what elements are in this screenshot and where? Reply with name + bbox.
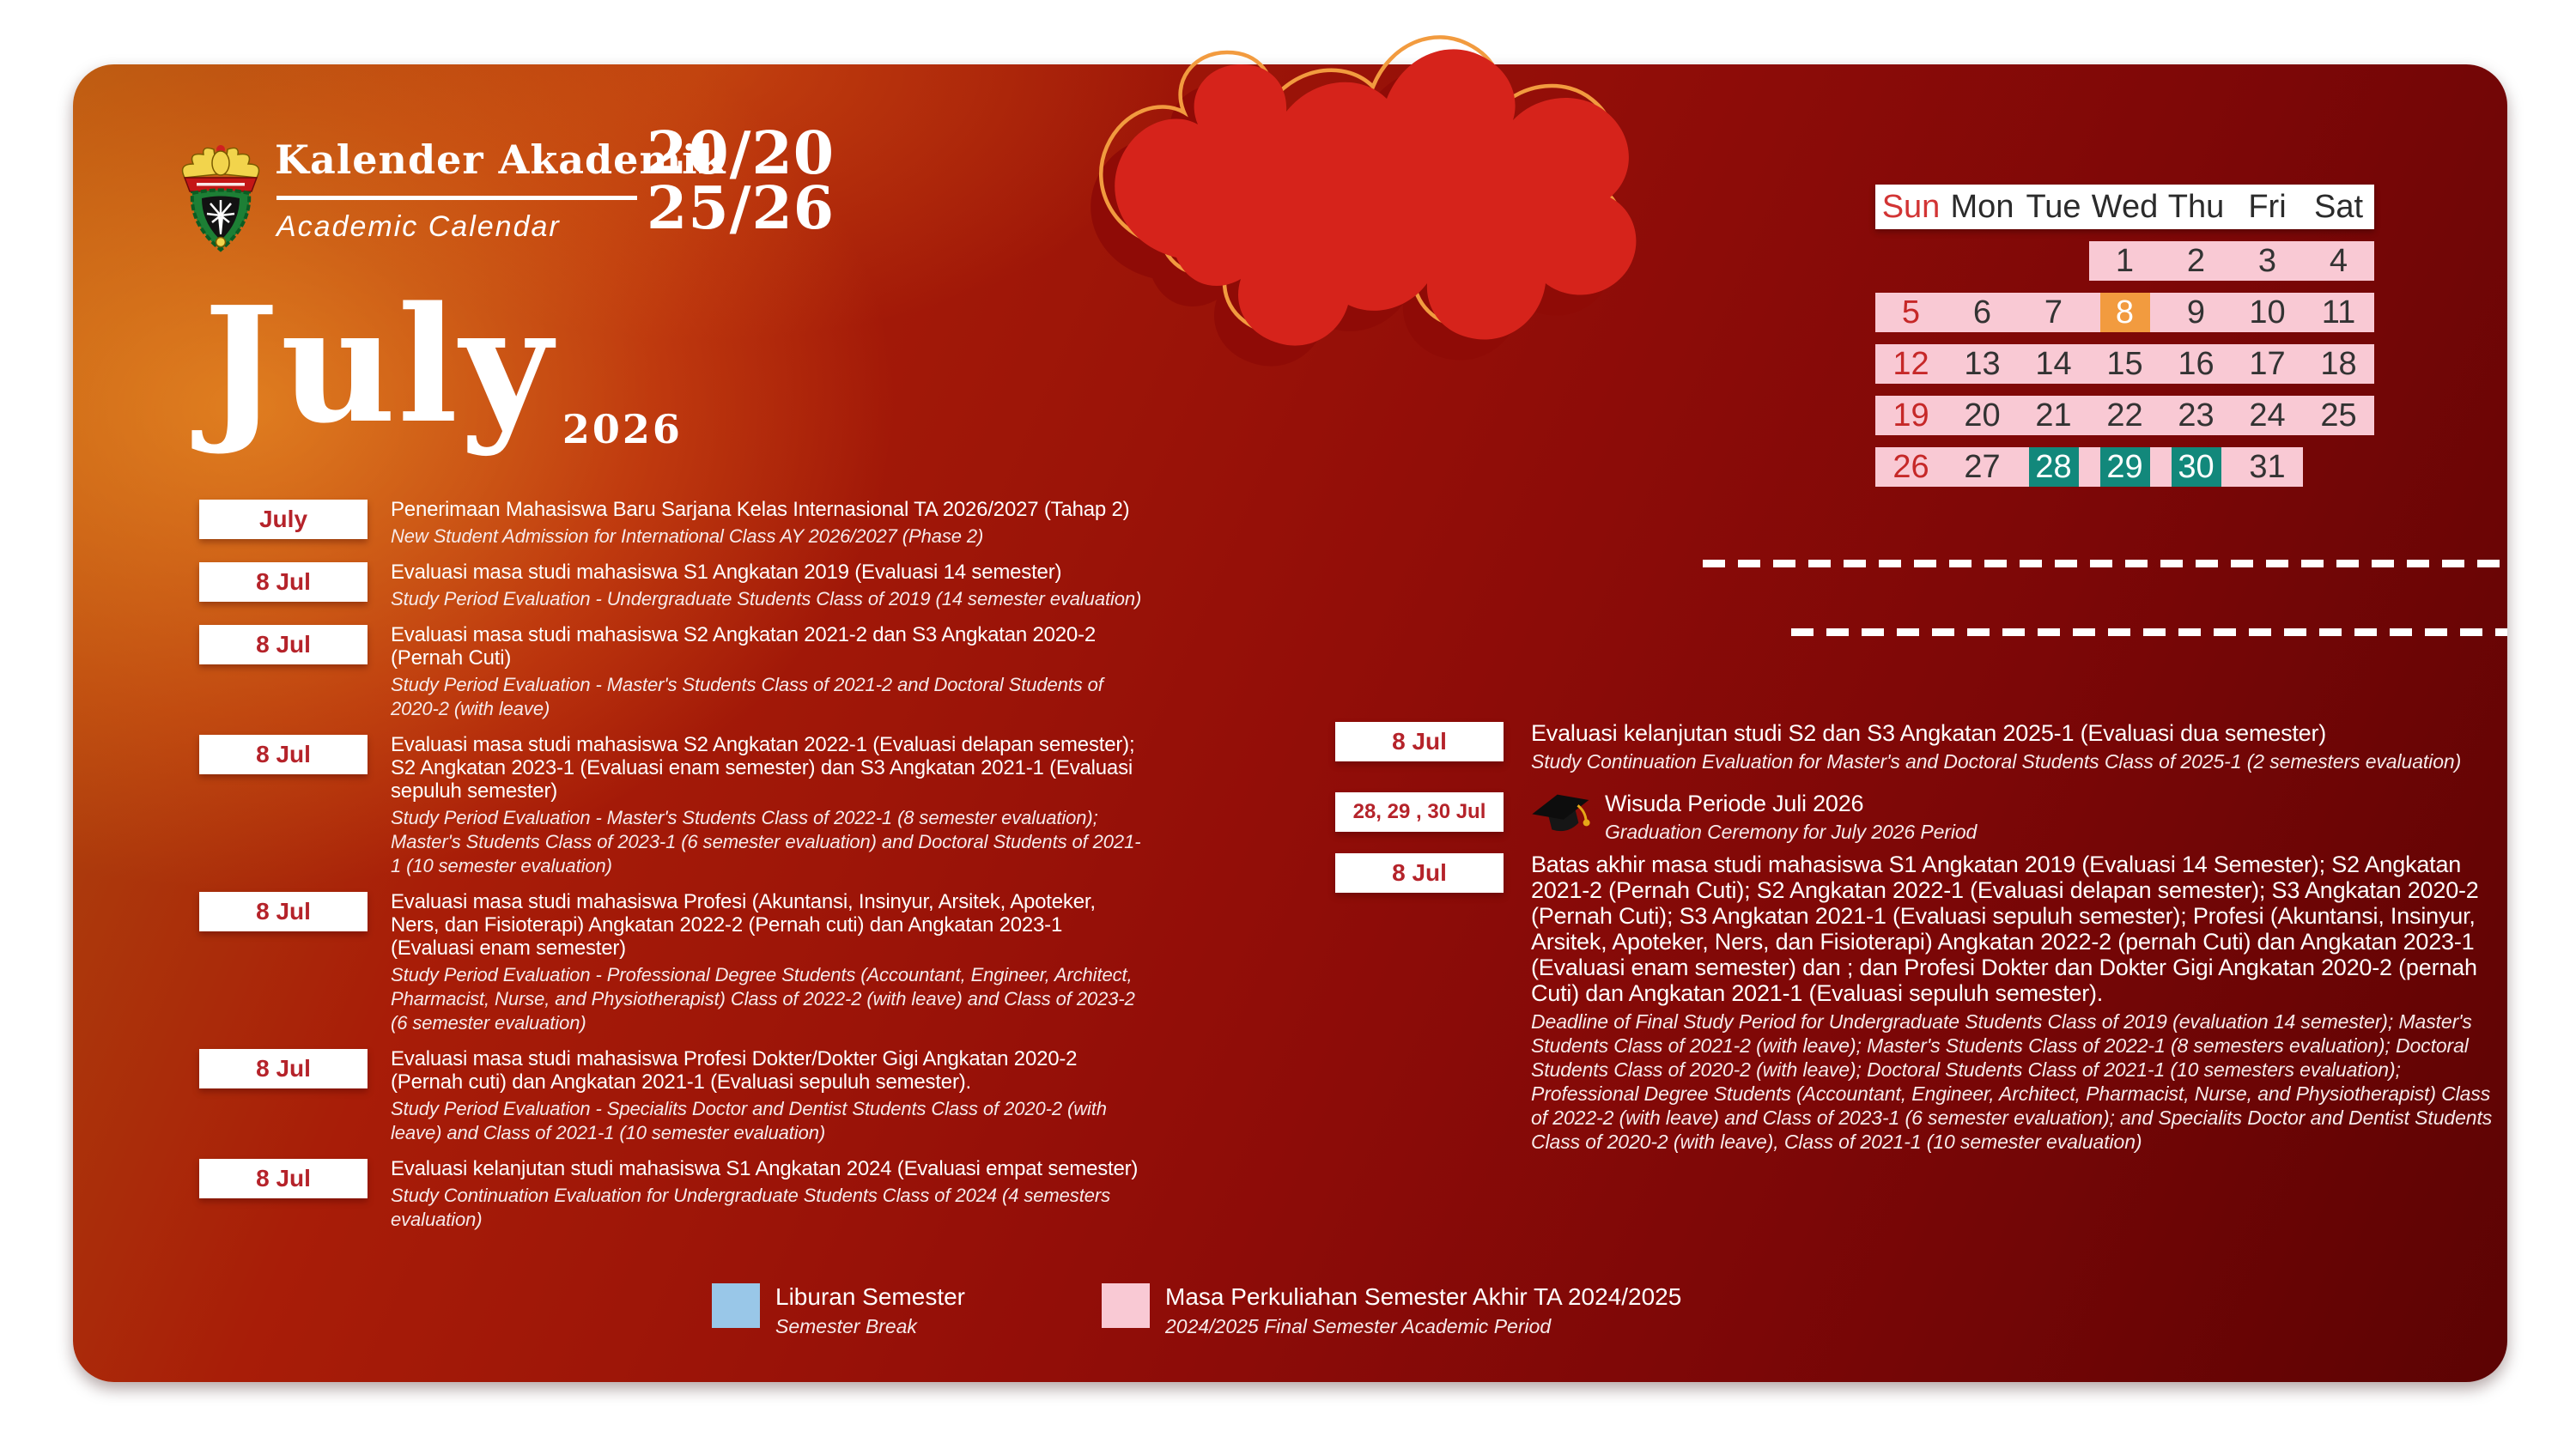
university-logo xyxy=(178,143,264,255)
event-date: 8 Jul xyxy=(256,1165,311,1191)
day-cell-11 xyxy=(2303,293,2374,332)
day-cell-18 xyxy=(2303,344,2374,384)
event-subtitle-english: Deadline of Final Study Period for Undergraduate Students Class of 2019 (evaluation 14 semester); Master's Students Class of 2021-2 (with leave); Master's Students Class of 2022-1 (8 semesters evaluation); Doctoral Students Class of 2020-2 (with leave); Doctoral Students Class of 2021-1 (10 semesters evaluation); Professional Degree Students (Accountant, Engineer, Architect, Pharmacist, Nurse, and Physiotherapist) Class of 2022-2 (with leave) and Class of 2023-1 (6 semester evaluation); and Specialits Doctor and Dentist Students Class of 2020-2 (with leave), Class of 2021-1 (10 semester evaluation) xyxy=(1531,1010,2493,1153)
legend-label-english: Semester Break xyxy=(775,1315,917,1337)
day-cell-9 xyxy=(2160,293,2232,332)
event-date-badge xyxy=(199,892,368,931)
day-number: 5 xyxy=(1901,294,1921,330)
day-number: 24 xyxy=(2249,397,2286,433)
title-underline xyxy=(276,196,637,200)
day-cell-20 xyxy=(1947,396,2018,435)
legend-item xyxy=(712,1283,965,1338)
event-date-badge xyxy=(199,500,368,539)
day-number: 17 xyxy=(2249,346,2286,382)
event-title-indonesian: Evaluasi masa studi mahasiswa Profesi Dokter/Dokter Gigi Angkatan 2020-2 (Pernah cuti) dan Angkatan 2021-1 (Evaluasi sepuluh semester). xyxy=(391,1047,1078,1094)
event-subtitle-english: Study Continuation Evaluation for Undergraduate Students Class of 2024 (4 semesters evaluation) xyxy=(391,1185,1110,1230)
day-cell-28 xyxy=(2018,447,2089,487)
day-cell-2 xyxy=(2160,241,2232,281)
event-item xyxy=(199,561,1350,611)
dow-thu: Thu xyxy=(2167,188,2225,225)
legend-label-indonesian: Liburan Semester xyxy=(775,1283,966,1310)
calendar-week-row xyxy=(1875,447,2374,487)
day-number: 8 xyxy=(2100,293,2150,332)
day-number: 9 xyxy=(2186,294,2206,330)
legend-swatch xyxy=(712,1283,760,1328)
event-subtitle-english: Study Period Evaluation - Specialits Doctor and Dentist Students Class of 2020-2 (with leave) and Class of 2021-1 (10 semester evaluation) xyxy=(391,1098,1107,1143)
day-number: 6 xyxy=(1972,294,1992,330)
event-item xyxy=(199,1157,1350,1232)
event-date: 8 Jul xyxy=(256,631,311,658)
event-subtitle-english: Study Period Evaluation - Master's Students Class of 2021-2 and Doctoral Students of 2020-2 (with leave) xyxy=(391,674,1103,719)
day-cell-3 xyxy=(2232,241,2303,281)
events-left xyxy=(199,498,1350,1244)
academic-year-line2: 25/26 xyxy=(647,174,835,243)
event-subtitle-english: Study Period Evaluation - Master's Students Class of 2022-1 (8 semester evaluation); Master's Students Class of 2023-1 (6 semester evaluation) and Doctoral Students of 2021-1 (10 semester evaluation) xyxy=(391,807,1141,876)
event-subtitle-english: Graduation Ceremony for July 2026 Period xyxy=(1605,821,1978,843)
event-body xyxy=(391,498,1146,549)
event-item xyxy=(1335,852,2507,1154)
day-cell-12 xyxy=(1875,344,1947,384)
day-cell-7 xyxy=(2018,293,2089,332)
day-number: 30 xyxy=(2172,447,2221,487)
day-number: 31 xyxy=(2249,449,2286,485)
day-number: 22 xyxy=(2106,397,2143,433)
legend-label-english: 2024/2025 Final Semester Academic Period xyxy=(1165,1315,1552,1337)
event-date: 28, 29 , 30 Jul xyxy=(1352,800,1486,823)
dashed-line-top xyxy=(1703,560,2507,567)
dow-tue: Tue xyxy=(2026,188,2081,225)
legend-label-indonesian: Masa Perkuliahan Semester Akhir TA 2024/2025 xyxy=(1165,1283,1682,1310)
dow-wed: Wed xyxy=(2091,188,2159,225)
event-item xyxy=(199,1047,1350,1145)
logo-base-ornament xyxy=(216,238,226,247)
day-cell-29 xyxy=(2089,447,2160,487)
day-cell-8 xyxy=(2089,293,2160,332)
day-number: 14 xyxy=(2035,346,2072,382)
event-title-indonesian: Evaluasi masa studi mahasiswa Profesi (Akuntansi, Insinyur, Arsitek, Apoteker, Ners, dan Fisioterapi) Angkatan 2022-2 (Pernah cuti) dan Angkatan 2023-1 (Evaluasi enam semester) xyxy=(391,890,1096,960)
day-number: 1 xyxy=(2115,243,2135,279)
day-number: 21 xyxy=(2035,397,2072,433)
event-title-indonesian: Evaluasi masa studi mahasiswa S2 Angkatan 2022-1 (Evaluasi delapan semester); S2 Angkatan 2023-1 (Evaluasi enam semester) dan S3 Angkatan 2021-1 (Evaluasi sepuluh semester) xyxy=(391,733,1135,803)
calendar-week-row xyxy=(1875,293,2374,332)
day-number: 29 xyxy=(2100,447,2150,487)
day-cell-empty xyxy=(1875,241,1947,281)
poster-subtitle: Academic Calendar xyxy=(276,210,561,243)
day-cell-21 xyxy=(2018,396,2089,435)
day-number: 3 xyxy=(2257,243,2277,279)
day-number: 10 xyxy=(2249,294,2286,330)
poster-title: Kalender Akademik xyxy=(275,136,726,183)
event-item xyxy=(1335,720,2507,773)
legend-text xyxy=(1165,1283,1681,1338)
day-cell-23 xyxy=(2160,396,2232,435)
event-date: 8 Jul xyxy=(1392,728,1447,755)
calendar-week-row xyxy=(1875,396,2374,435)
event-date-badge xyxy=(1335,792,1504,832)
event-title-indonesian: Wisuda Periode Juli 2026 xyxy=(1605,791,1864,816)
day-cell-4 xyxy=(2303,241,2374,281)
day-number: 20 xyxy=(1964,397,2001,433)
day-number: 27 xyxy=(1964,449,2001,485)
day-cell-19 xyxy=(1875,396,1947,435)
day-number: 16 xyxy=(2178,346,2215,382)
logo-ribbon-text xyxy=(197,183,245,186)
event-body xyxy=(391,1047,1146,1145)
legend-item xyxy=(1102,1283,1681,1338)
event-title-indonesian: Evaluasi masa studi mahasiswa S2 Angkatan 2021-2 dan S3 Angkatan 2020-2 (Pernah Cuti) xyxy=(391,623,1097,670)
day-number: 12 xyxy=(1893,346,1929,382)
calendar-dow-row xyxy=(1875,185,2374,229)
event-subtitle-english: Study Period Evaluation - Professional Degree Students (Accountant, Engineer, Architect, Pharmacist, Nurse, and Physiotherapist) Class of 2022-2 (with leave) and Class of 2023-2 (6 semester evaluation) xyxy=(391,964,1135,1034)
academic-year xyxy=(647,119,835,243)
event-date: 8 Jul xyxy=(256,568,311,595)
month-year: 2026 xyxy=(562,406,683,452)
legend-text xyxy=(775,1283,965,1338)
event-date: 8 Jul xyxy=(256,1055,311,1082)
day-number: 13 xyxy=(1964,346,2001,382)
calendar-week-row xyxy=(1875,241,2374,281)
dow-mon: Mon xyxy=(1950,188,2014,225)
event-date-badge xyxy=(1335,722,1504,761)
event-date-badge xyxy=(199,1049,368,1088)
day-number: 15 xyxy=(2106,346,2143,382)
event-title-indonesian: Evaluasi kelanjutan studi mahasiswa S1 Angkatan 2024 (Evaluasi empat semester) xyxy=(391,1157,1139,1180)
day-cell-24 xyxy=(2232,396,2303,435)
day-cell-6 xyxy=(1947,293,2018,332)
event-title-indonesian: Evaluasi masa studi mahasiswa S1 Angkatan 2019 (Evaluasi 14 semester) xyxy=(391,561,1062,584)
event-icon-slot xyxy=(1531,791,1593,845)
event-item xyxy=(199,733,1350,878)
dashed-line-bottom xyxy=(1791,628,2507,636)
event-item xyxy=(199,498,1350,549)
day-cell-empty xyxy=(2303,447,2374,487)
day-cell-16 xyxy=(2160,344,2232,384)
event-body xyxy=(1531,720,2501,773)
dow-sat: Sat xyxy=(2313,188,2364,225)
event-date: 8 Jul xyxy=(256,741,311,767)
day-number: 25 xyxy=(2320,397,2357,433)
day-cell-14 xyxy=(2018,344,2089,384)
logo-rooster xyxy=(212,151,229,175)
events-right xyxy=(1335,720,2507,1171)
calendar-grid xyxy=(1875,241,2374,487)
event-item xyxy=(1335,791,2507,845)
day-cell-empty xyxy=(1947,241,2018,281)
dow-sun: Sun xyxy=(1881,188,1941,225)
event-date: 8 Jul xyxy=(256,898,311,925)
event-body xyxy=(391,1157,1146,1232)
day-number: 19 xyxy=(1893,397,1929,433)
event-subtitle-english: New Student Admission for International Class AY 2026/2027 (Phase 2) xyxy=(391,525,984,547)
event-body xyxy=(1605,791,2507,844)
day-number: 18 xyxy=(2320,346,2357,382)
day-number: 28 xyxy=(2029,447,2079,487)
graduation-cap-icon xyxy=(1531,791,1593,840)
day-number: 26 xyxy=(1893,449,1929,485)
day-cell-10 xyxy=(2232,293,2303,332)
event-date: 8 Jul xyxy=(1392,859,1447,886)
day-number: 11 xyxy=(2321,294,2356,330)
day-cell-26 xyxy=(1875,447,1947,487)
day-cell-1 xyxy=(2089,241,2160,281)
event-date: July xyxy=(258,506,308,532)
day-number: 23 xyxy=(2178,397,2215,433)
day-cell-15 xyxy=(2089,344,2160,384)
day-number: 7 xyxy=(2044,294,2063,330)
event-title-indonesian: Penerimaan Mahasiswa Baru Sarjana Kelas Internasional TA 2026/2027 (Tahap 2) xyxy=(391,498,1130,521)
event-item xyxy=(199,623,1350,721)
day-cell-31 xyxy=(2232,447,2303,487)
calendar-card xyxy=(73,64,2507,1382)
day-cell-13 xyxy=(1947,344,2018,384)
calendar-week-row xyxy=(1875,344,2374,384)
month-heading xyxy=(204,271,683,458)
event-body xyxy=(391,733,1146,878)
day-cell-27 xyxy=(1947,447,2018,487)
academic-year-line1: 20/20 xyxy=(647,119,835,188)
event-body xyxy=(391,561,1146,611)
event-item xyxy=(199,890,1350,1035)
mini-calendar xyxy=(1875,185,2374,487)
day-number: 2 xyxy=(2186,243,2206,279)
day-cell-17 xyxy=(2232,344,2303,384)
event-date-badge xyxy=(199,1159,368,1198)
event-date-badge xyxy=(1335,853,1504,893)
event-date-badge xyxy=(199,625,368,664)
event-subtitle-english: Study Period Evaluation - Undergraduate Students Class of 2019 (14 semester evaluation) xyxy=(391,588,1142,609)
event-body xyxy=(1531,852,2501,1154)
event-body xyxy=(391,623,1146,721)
day-cell-25 xyxy=(2303,396,2374,435)
month-name: July xyxy=(204,271,554,458)
day-cell-5 xyxy=(1875,293,1947,332)
event-date-badge xyxy=(199,735,368,774)
day-cell-30 xyxy=(2160,447,2232,487)
event-body xyxy=(391,890,1146,1035)
legend-swatch xyxy=(1102,1283,1150,1328)
event-title-indonesian: Batas akhir masa studi mahasiswa S1 Angkatan 2019 (Evaluasi 14 Semester); S2 Angkatan 2021-2 (Pernah Cuti); S2 Angkatan 2022-1 (Evaluasi delapan semester); S3 Angkatan 2020-2 (Pernah Cuti); S3 Angkatan 2021-1 (Evaluasi sepuluh semester); Profesi (Akuntansi, Insinyur, Arsitek, Apoteker, Ners, dan Fisioterapi) Angkatan 2022-2 (pernah Cuti) dan Angkatan 2023-1 (Evaluasi enam semester) dan ; dan Profesi Dokter dan Dokter Gigi Angkatan 2020-2 (pernah Cuti) dan Angkatan 2021-1 (Evaluasi sepuluh semester). xyxy=(1531,852,2479,1006)
day-cell-22 xyxy=(2089,396,2160,435)
event-subtitle-english: Study Continuation Evaluation for Master's and Doctoral Students Class of 2025-1 (2 semesters evaluation) xyxy=(1531,750,2462,773)
day-cell-empty xyxy=(2018,241,2089,281)
legend xyxy=(73,1283,2507,1382)
dow-fri: Fri xyxy=(2248,188,2287,225)
event-title-indonesian: Evaluasi kelanjutan studi S2 dan S3 Angkatan 2025-1 (Evaluasi dua semester) xyxy=(1531,720,2327,746)
event-date-badge xyxy=(199,562,368,602)
day-number: 4 xyxy=(2329,243,2348,279)
